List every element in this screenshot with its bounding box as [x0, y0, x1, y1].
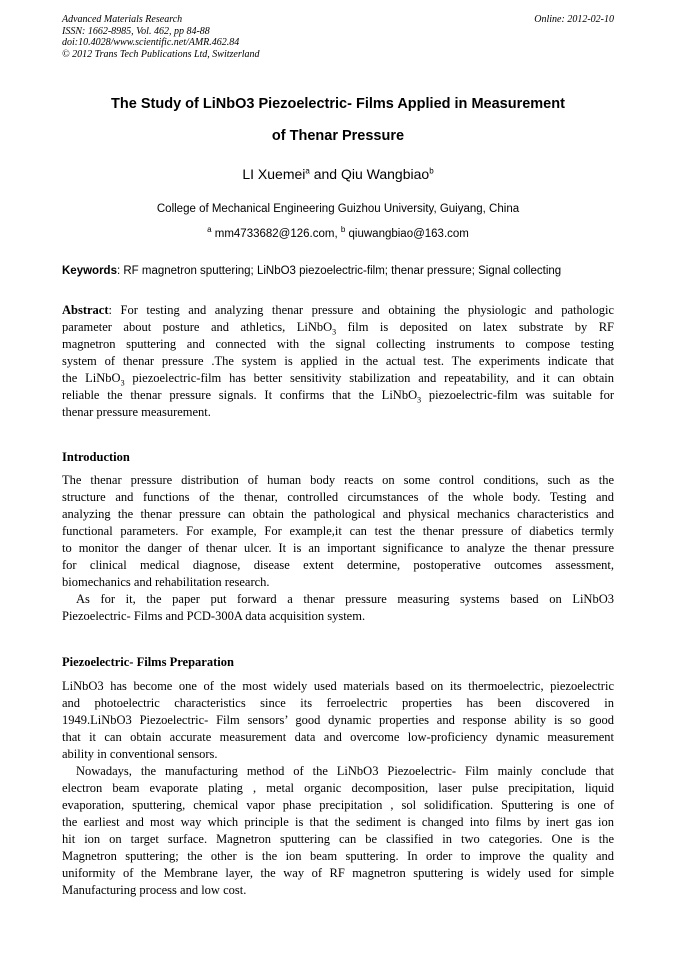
- journal-issn: ISSN: 1662-8985, Vol. 462, pp 84-88: [62, 25, 210, 37]
- body-line: Piezoelectric- Films and PCD-300A data acquisition system.: [62, 609, 366, 623]
- body-line: electron beam evaporate plating , metal organic decomposition, laser pulse precipitation, liquid: [62, 781, 614, 795]
- emails: [62, 225, 614, 240]
- abstract-line: thenar pressure measurement.: [62, 405, 211, 419]
- films-preparation-body: [62, 678, 614, 899]
- online-date: Online: 2012-02-10: [534, 14, 614, 25]
- abstract-text: film is deposited on latex substrate by RF: [336, 320, 614, 334]
- subscript: 3: [332, 327, 337, 337]
- abstract-line: [62, 387, 614, 404]
- abstract-text: the LiNbO: [62, 371, 121, 385]
- subscript: 3: [120, 378, 125, 388]
- body-line: As for it, the paper put forward a thenar pressure measuring systems based on LiNbO3: [76, 592, 614, 606]
- section-heading-introduction: Introduction: [62, 450, 130, 464]
- body-line: Magnetron sputtering; the other is the ion beam sputtering. In order to improve the quality and: [62, 849, 614, 863]
- body-line: the earliest and most way which principle is that the sediment is changed into films by inert gas ion: [62, 815, 614, 829]
- body-line: ability in conventional sensors.: [62, 747, 218, 761]
- journal-name: Advanced Materials Research: [62, 14, 183, 25]
- keywords-label: Keywords: [62, 265, 117, 277]
- section-heading-films-preparation: Piezoelectric- Films Preparation: [62, 655, 234, 669]
- author-2: Qiu Wangbiao: [340, 166, 430, 182]
- abstract: [62, 302, 614, 421]
- abstract-text: piezoelectric-film has better sensitivity stabilization and repeatability, and it can obtain: [124, 371, 615, 385]
- body-line: functional parameters. For example, For example,it can test the thenar pressure of diabetics termly: [62, 524, 614, 538]
- abstract-text: piezoelectric-film was suitable for: [421, 388, 614, 402]
- journal-doi: doi:10.4028/www.scientific.net/AMR.462.84: [62, 37, 240, 48]
- journal-header: [62, 14, 614, 60]
- email-b: qiuwangbiao@163.com: [348, 228, 469, 240]
- author-2-affil-mark: b: [429, 166, 434, 176]
- abstract-text: : For testing and analyzing thenar pressure and obtaining the physiologic and pathologic: [108, 303, 614, 317]
- title-line-1: The Study of LiNbO3 Piezoelectric- Films Applied in Measurement: [111, 96, 565, 112]
- body-line: evaporation, sputtering, chemical vapor phase precipitation , sol solidification. Sputtering is one of: [62, 798, 614, 812]
- abstract-line: [62, 370, 614, 387]
- abstract-label: Abstract: [62, 303, 109, 317]
- body-line: analyzing the thenar pressure can obtain the pathological and physical mechanics characteristics and: [62, 507, 614, 521]
- subscript: 3: [417, 395, 422, 405]
- paper-title: [62, 88, 614, 152]
- body-line: hit ion on target surface. Magnetron sputtering can be classified in two categories. One is the: [62, 832, 614, 846]
- abstract-text: parameter about posture and athletics, LiNbO: [62, 320, 333, 334]
- body-line: and photoelectric characteristics since its ferroelectric properties has been discovered in: [62, 696, 614, 710]
- body-line: biomechanics and rehabilitation research.: [62, 575, 270, 589]
- affiliation: College of Mechanical Engineering Guizhou University, Guiyang, China: [156, 203, 520, 215]
- keywords: [62, 265, 614, 277]
- email-a: mm4733682@126.com,: [214, 228, 338, 240]
- abstract-line: magnetron sputtering and connected with the signal collecting instruments to compose testing: [62, 337, 614, 351]
- body-line: for clinical medical diagnose, disease extent determine, postoperative outcomes assessment,: [62, 558, 614, 572]
- body-line: Nowadays, the manufacturing method of the LiNbO3 Piezoelectric- Film mainly conclude that: [76, 764, 614, 778]
- title-line-2: of Thenar Pressure: [271, 128, 405, 144]
- email-a-mark: a: [207, 225, 212, 235]
- authors-conjunction: and: [313, 166, 338, 182]
- author-1: LI Xuemei: [242, 166, 306, 182]
- body-line: structure and functions of the thenar, controlled circumstances of the whole body. Testing and: [62, 490, 614, 504]
- journal-copyright: © 2012 Trans Tech Publications Ltd, Switzerland: [62, 48, 260, 60]
- body-line: uniformity of the Membrane layer, the way of RF magnetron sputtering is widely used for simple: [62, 866, 614, 880]
- keywords-text: : RF magnetron sputtering; LiNbO3 piezoelectric-film; thenar pressure; Signal collecting: [116, 265, 562, 277]
- email-b-mark: b: [340, 225, 346, 235]
- body-line: to monitor the danger of thenar ulcer. It is an important significance to analyze the thenar pressure: [62, 541, 614, 555]
- body-line: LiNbO3 has become one of the most widely used materials based on its thermoelectric, piezoelectric: [62, 679, 614, 693]
- author-1-affil-mark: a: [305, 166, 310, 176]
- body-line: that it can obtain accurate measurement data and overcome low-proficiency dynamic measurement: [62, 730, 614, 744]
- body-line: Manufacturing process and low cost.: [62, 883, 247, 897]
- body-line: The thenar pressure distribution of human body reacts on some control conditions, such as the: [62, 473, 614, 487]
- abstract-text: reliable the thenar pressure signals. It confirms that the LiNbO: [62, 388, 418, 402]
- introduction-body: [62, 472, 614, 625]
- abstract-line: [62, 302, 614, 319]
- abstract-line: [62, 319, 614, 336]
- abstract-line: system of thenar pressure .The system is applied in the actual test. The experiments indicate that: [62, 354, 614, 368]
- authors: [62, 166, 614, 182]
- body-line: 1949.LiNbO3 Piezoelectric- Film sensors’ good dynamic properties and response ability is so good: [62, 713, 614, 727]
